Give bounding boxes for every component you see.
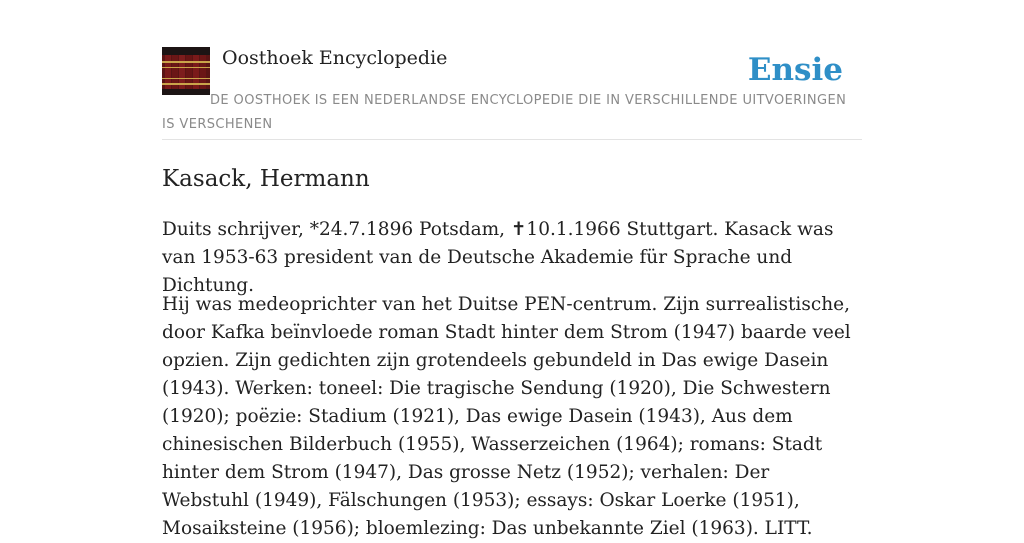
encyclopedia-books-icon	[162, 47, 210, 95]
brand-logo[interactable]: Ensie	[747, 52, 843, 88]
article-paragraph: Duits schrijver, *24.7.1896 Potsdam, ✝10.1.1966 Stuttgart. Kasack was van 1953-63 president van de Deutsche Akademie für Sprache und Dichtung.	[162, 219, 834, 296]
source-tagline: DE OOSTHOEK IS EEN NEDERLANDSE ENCYCLOPEDIE DIE IN VERSCHILLENDE UITVOERINGEN IS VERSCHENEN	[162, 93, 847, 132]
header-divider	[162, 139, 862, 140]
article-title: Kasack, Hermann	[162, 166, 370, 192]
source-avatar[interactable]	[162, 47, 210, 95]
article-paragraph: Hij was medeoprichter van het Duitse PEN-centrum. Zijn surrealistische, door Kafka beïnvloede roman Stadt hinter dem Strom (1947) baarde veel opzien. Zijn gedichten zijn grotendeels gebundeld in Das ewige Dasein (1943). Werken: toneel: Die tragische Sendung (1920), Die Schwestern (1920); poëzie: Stadium (1921), Das ewige Dasein (1943), Aus dem chinesischen Bilderbuch (1955), Wasserzeichen (1964); romans: Stadt hinter dem Strom (1947), Das grosse Netz (1952); verhalen: Der Webstuhl (1949), Fälschungen (1953); essays: Oskar Loerke (1951), Mosaiksteine (1956); bloemlezing: Das unbekannte Ziel (1963). LITT.	[162, 294, 851, 539]
page	[162, 0, 862, 539]
source-title[interactable]: Oosthoek Encyclopedie	[222, 47, 448, 69]
